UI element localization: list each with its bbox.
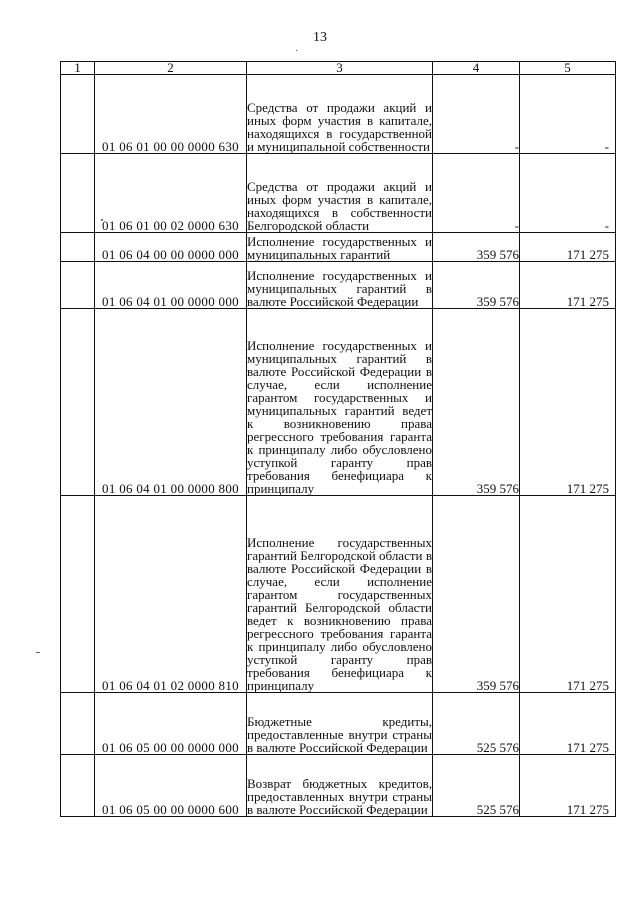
amount-col4-cell: 359 576 — [433, 262, 520, 309]
amount-col5-cell: - — [520, 154, 616, 233]
row-number-cell — [61, 75, 95, 154]
row-number-cell — [61, 154, 95, 233]
budget-code-cell: 01 06 04 01 00 0000 800 — [95, 309, 247, 496]
table-row — [61, 233, 616, 262]
header-col-1: 1 — [61, 62, 95, 75]
budget-code-cell: 01 06 01 00 00 0000 630 — [95, 75, 247, 154]
source-name-cell: Исполнение государственных гарантий Белгородской области в валюте Российской Федерации в случае, если исполнение гарантом государственных гарантий Белгородской области ведет к возникновению права регрессного требования гаранта к принципалу либо обусловлено уступкой гаранту прав требования бенефициара к принципалу — [247, 496, 433, 693]
budget-code-cell: 01 06 04 00 00 0000 000 — [95, 233, 247, 262]
table-row — [61, 75, 616, 154]
source-name-cell: Бюджетные кредиты, предоставленные внутри страны в валюте Российской Федерации — [247, 693, 433, 755]
amount-col4-cell: 525 576 — [433, 755, 520, 817]
source-name-cell: Возврат бюджетных кредитов, предоставленных внутри страны в валюте Российской Федерации — [247, 755, 433, 817]
row-number-cell — [61, 755, 95, 817]
source-name-cell: Средства от продажи акций и иных форм участия в капитале, находящихся в государственной и муниципальной собственности — [247, 75, 433, 154]
budget-code-cell: 01 06 05 00 00 0000 000 — [95, 693, 247, 755]
row-number-cell — [61, 309, 95, 496]
table-row — [61, 309, 616, 496]
amount-col4-cell: 359 576 — [433, 309, 520, 496]
scan-mark-left — [36, 652, 40, 653]
source-name-cell: Исполнение государственных и муниципальных гарантий — [247, 234, 432, 262]
row-number-cell — [61, 693, 95, 755]
header-col-2: 2 — [95, 62, 247, 75]
budget-sources-table — [60, 61, 616, 817]
budget-code-cell: 01 06 04 01 02 0000 810 — [95, 496, 247, 693]
table-header-row — [61, 62, 616, 75]
amount-col5-cell: 171 275 — [520, 496, 616, 693]
row-number-cell — [61, 496, 95, 693]
amount-col4-cell: 359 576 — [433, 233, 520, 262]
amount-col5-cell: 171 275 — [520, 262, 616, 309]
amount-col4-cell: - — [433, 75, 520, 154]
budget-code-cell: 01 06 04 01 00 0000 000 — [95, 262, 247, 309]
table-row — [61, 262, 616, 309]
row-number-cell — [61, 262, 95, 309]
header-col-3: 3 — [247, 62, 433, 75]
amount-col4-cell: - — [433, 154, 520, 233]
source-name-cell: Исполнение государственных и муниципальных гарантий в валюте Российской Федерации в случае, если исполнение гарантом государственных и муниципальных гарантий ведет к возникновению права регрессного требования гаранта к принципалу либо обусловлено уступкой гаранту прав требования бенефициара к принципалу — [247, 309, 433, 496]
amount-col4-cell: 525 576 — [433, 693, 520, 755]
header-col-5: 5 — [520, 62, 616, 75]
source-name-cell: Исполнение государственных и муниципальных гарантий в валюте Российской Федерации — [247, 262, 433, 309]
amount-col5-cell: 171 275 — [520, 755, 616, 817]
amount-col5-cell: 171 275 — [520, 233, 616, 262]
table-row — [61, 693, 616, 755]
source-name-cell: Средства от продажи акций и иных форм участия в капитале, находящихся в собственности Белгородской области — [247, 154, 433, 233]
row-number-cell — [61, 233, 95, 262]
budget-code-cell: 01 06 05 00 00 0000 600 — [95, 755, 247, 817]
scan-mark-top: · — [295, 46, 299, 57]
table-row — [61, 496, 616, 693]
table-row — [61, 755, 616, 817]
budget-code-cell: 01 06 01 00 02 0000 630 — [95, 154, 247, 233]
header-col-4: 4 — [433, 62, 520, 75]
amount-col5-cell: 171 275 — [520, 693, 616, 755]
amount-col4-cell: 359 576 — [433, 496, 520, 693]
table-row — [61, 154, 616, 233]
amount-col5-cell: 171 275 — [520, 309, 616, 496]
page-number: 13 — [313, 30, 327, 45]
amount-col5-cell: - — [520, 75, 616, 154]
